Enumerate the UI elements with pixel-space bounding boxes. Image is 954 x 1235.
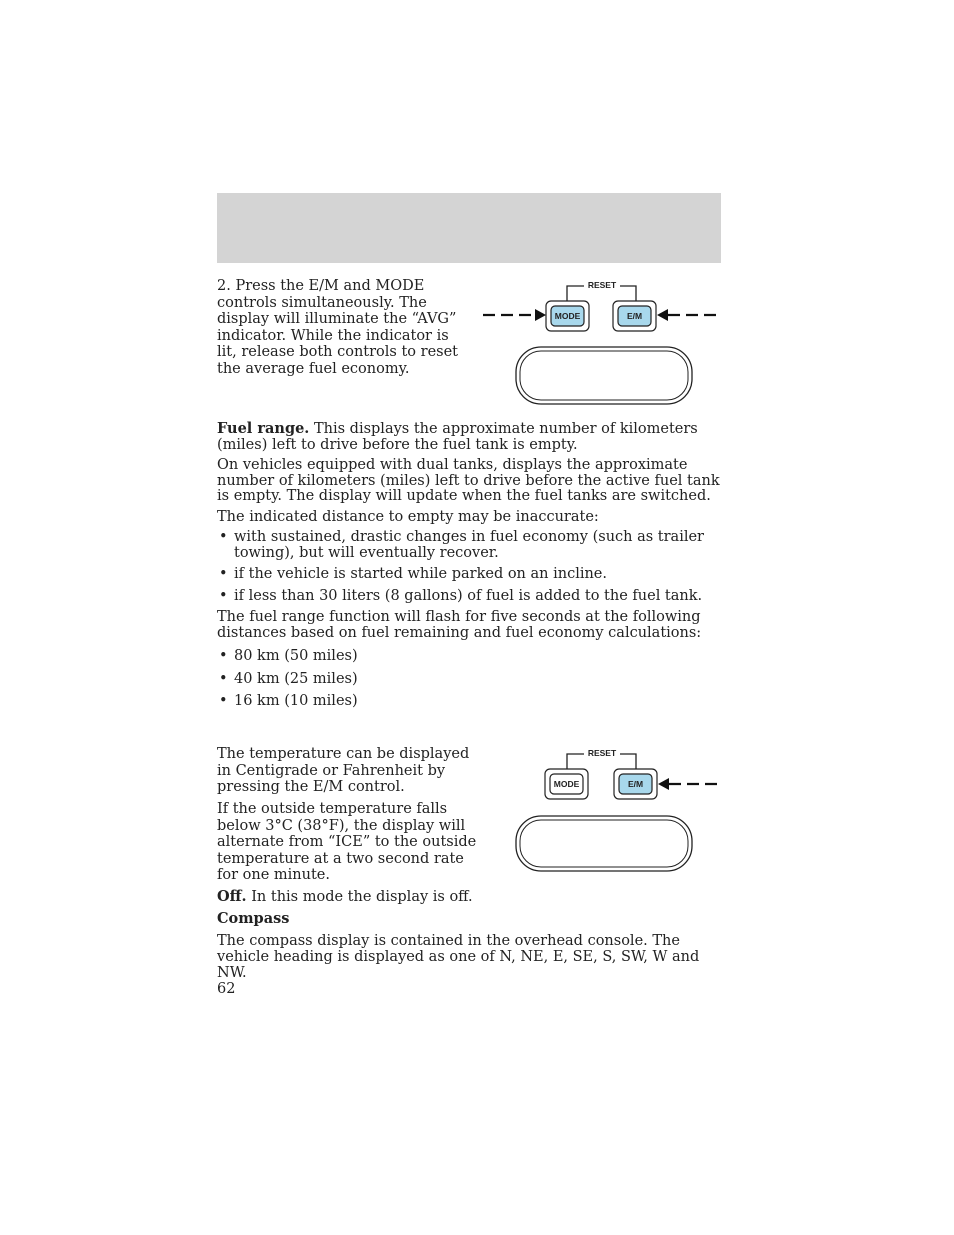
- compass-paragraph: The compass display is contained in the overhead console. The vehicle heading is displayed as one of N, NE, E, SE, S, SW, W and NW.: [217, 933, 700, 981]
- fuel-range-heading: Fuel range.: [217, 420, 310, 437]
- list-item: • if less than 30 liters (8 gallons) of fuel is added to the fuel tank.: [217, 589, 722, 605]
- list-item: • with sustained, drastic changes in fuel economy (such as trailer towing), but will eventually recover.: [217, 530, 722, 561]
- mode-button-label: MODE: [553, 779, 580, 789]
- mode-button-label: MODE: [554, 311, 581, 321]
- page-number: 62: [217, 981, 236, 997]
- inaccurate-paragraph: The indicated distance to empty may be inaccurate:: [217, 508, 599, 525]
- list-item: • 40 km (25 miles): [217, 672, 722, 688]
- off-paragraph: [217, 889, 722, 905]
- off-text: In this mode the display is off.: [246, 889, 473, 905]
- step-2-text: 2. Press the E/M and MODE controls simultaneously. The display will illuminate the “AVG” indicator. While the indicator is lit, release both controls to reset the average fuel economy.: [217, 278, 459, 377]
- inaccurate-list: [217, 530, 722, 604]
- dual-tanks-paragraph: On vehicles equipped with dual tanks, displays the approximate number of kilometers (miles) left to drive before the active fuel tank is empty. The display will update when the fuel tanks are switched.: [217, 457, 720, 504]
- list-item: • 16 km (10 miles): [217, 694, 722, 710]
- fuel-range-section: [217, 421, 722, 717]
- off-heading: Off.: [217, 888, 247, 905]
- flash-paragraph: The fuel range function will flash for five seconds at the following distances based on fuel remaining and fuel economy calculations:: [217, 609, 702, 641]
- reset-diagram-both-buttons: [480, 276, 725, 408]
- em-button-label: E/M: [626, 311, 643, 321]
- section-header-bar: [217, 193, 721, 263]
- em-button-label: E/M: [627, 779, 644, 789]
- fuel-range-intro: [217, 421, 722, 453]
- reset-label: RESET: [587, 280, 617, 290]
- right-arrow-head: [657, 309, 668, 321]
- left-arrow-head: [535, 309, 546, 321]
- fuel-range-intro-text: This displays the approximate number of kilometers (miles) left to drive before the fuel tank is empty.: [217, 421, 698, 453]
- reset-label: RESET: [587, 748, 617, 758]
- temperature-paragraph-1: The temperature can be displayed in Centigrade or Fahrenheit by pressing the E/M control.: [217, 746, 470, 795]
- display-inner: [520, 351, 688, 400]
- compass-heading: Compass: [217, 910, 290, 927]
- distance-list: [217, 649, 722, 710]
- list-item: • 80 km (50 miles): [217, 649, 722, 665]
- bottom-section: [217, 889, 722, 987]
- display-inner: [520, 820, 688, 867]
- list-item: • if the vehicle is started while parked on an incline.: [217, 567, 722, 583]
- reset-diagram-em-button: [480, 744, 725, 876]
- temperature-paragraph-2: If the outside temperature falls below 3°C (38°F), the display will alternate from “ICE” to the outside temperature at a two second rate for one minute.: [217, 801, 477, 883]
- right-arrow-head: [658, 778, 669, 790]
